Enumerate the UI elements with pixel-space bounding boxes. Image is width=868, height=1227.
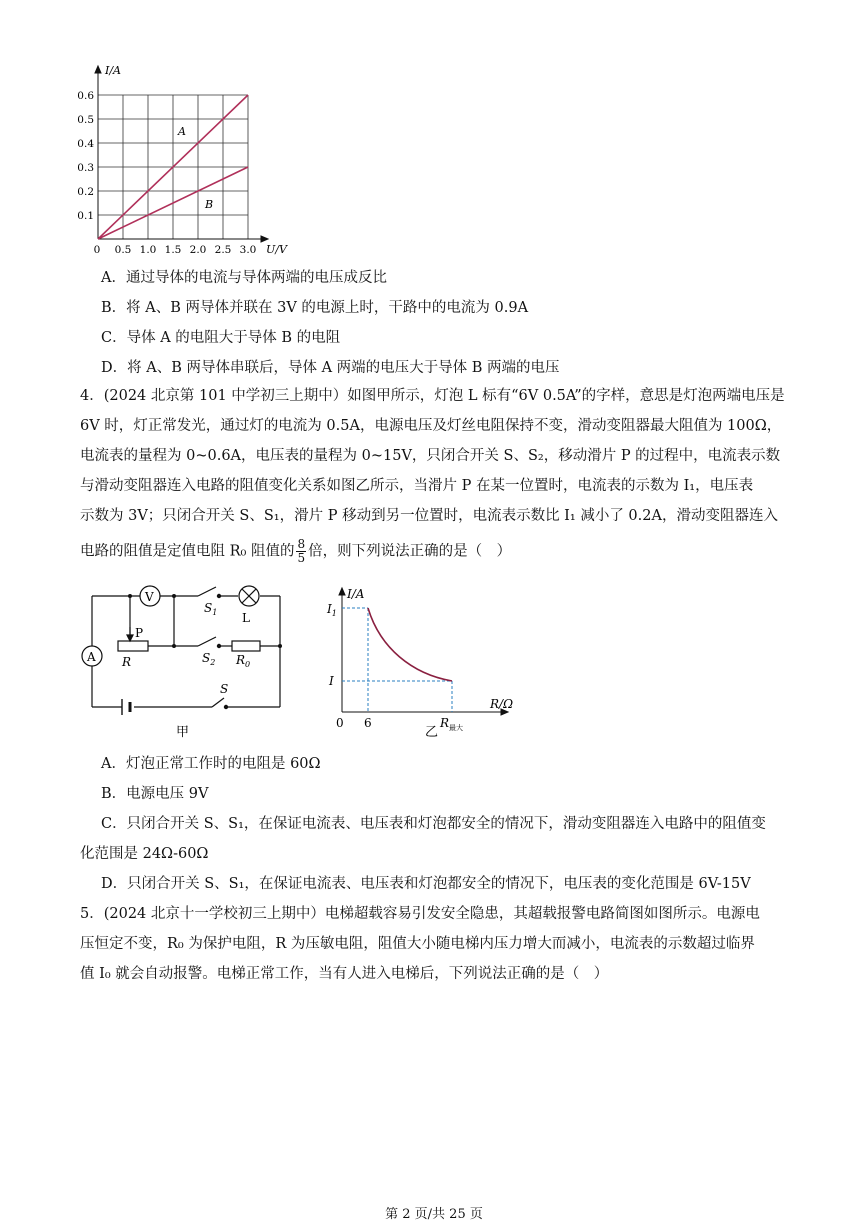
x-tick: 1.0	[139, 244, 157, 256]
y-tick: 0.5	[77, 114, 94, 126]
page-footer: 第 2 页/共 25 页	[385, 1207, 483, 1222]
x-axis-label: U/V	[266, 243, 287, 256]
graph-caption: 乙	[425, 725, 439, 740]
x-tick: 6	[364, 716, 372, 730]
q4-option-d: D．只闭合开关 S、S₁，在保证电流表、电压表和灯泡都安全的情况下，电压表的变化范围是 6V-15V	[101, 876, 751, 892]
y-tick: 0.1	[77, 210, 94, 222]
lamp-label: L	[242, 611, 250, 625]
y-tick: 0.3	[77, 162, 94, 174]
x-tick: 3.0	[239, 244, 257, 256]
ir-graph	[322, 582, 522, 742]
q4-line: 与滑动变阻器连入电路的阻值变化关系如图乙所示，当滑片 P 在某一位置时，电流表的示数为 I₁，电压表	[80, 478, 754, 494]
i1-label: $I_1$	[327, 602, 337, 618]
x-tick: 0.5	[114, 244, 132, 256]
y-tick: 0.6	[77, 90, 94, 102]
switch1-label: $S_1$	[204, 601, 218, 617]
y-tick: 0.4	[77, 138, 94, 150]
i-label: I	[329, 674, 334, 688]
switch2-label: $S_2$	[202, 651, 216, 667]
x-tick: 2.0	[189, 244, 207, 256]
q4-option-c: C．只闭合开关 S、S₁，在保证电流表、电压表和灯泡都安全的情况下，滑动变阻器连入电路中的阻值变	[101, 816, 766, 832]
q4-text-before: 电路的阻值是定值电阻 R₀ 阻值的	[80, 543, 295, 560]
y-tick: 0.2	[77, 186, 94, 198]
x-tick: 1.5	[164, 244, 182, 256]
fraction	[296, 538, 306, 565]
fraction-denominator: 5	[297, 551, 306, 565]
fraction-numerator: 8	[297, 537, 306, 551]
circuit-caption: 甲	[176, 725, 190, 740]
q4-last-line	[80, 538, 511, 565]
main-switch-label: S	[220, 682, 229, 696]
r0-label: $R_0$	[236, 653, 251, 669]
origin-label: 0	[336, 716, 344, 730]
q3-option-c: C．导体 A 的电阻大于导体 B 的电阻	[101, 330, 341, 346]
circuit-diagram	[74, 582, 294, 742]
q4-text-after: 倍，则下列说法正确的是（ ）	[308, 543, 512, 560]
line-b-label: B	[205, 198, 214, 211]
q3-option-d: D．将 A、B 两导体串联后，导体 A 两端的电压大于导体 B 两端的电压	[101, 360, 560, 376]
x-tick: 2.5	[214, 244, 232, 256]
q4-line: 4．(2024 北京第 101 中学初三上期中）如图甲所示，灯泡 L 标有“6V 0.5A”的字样，意思是灯泡两端电压是	[80, 388, 785, 404]
q4-line: 6V 时，灯正常发光，通过灯的电流为 0.5A，电源电压及灯丝电阻保持不变，滑动变阻器最大阻值为 100Ω，	[80, 418, 782, 434]
q4-option-b: B．电源电压 9V	[101, 786, 209, 802]
voltmeter-label: V	[145, 590, 154, 604]
y-axis-label: I/A	[347, 587, 365, 601]
line-a-label: A	[178, 125, 186, 138]
q5-line: 值 I₀ 就会自动报警。电梯正常工作，当有人进入电梯后，下列说法正确的是（ ）	[80, 966, 609, 982]
rheostat-label: R	[122, 655, 132, 669]
q3-option-b: B．将 A、B 两导体并联在 3V 的电源上时，干路中的电流为 0.9A	[101, 300, 529, 316]
q3-option-a: A．通过导体的电流与导体两端的电压成反比	[101, 270, 387, 286]
q5-line: 压恒定不变，R₀ 为保护电阻，R 为压敏电阻，阻值大小随电梯内压力增大而减小，电流表的示数超过临界	[80, 936, 755, 952]
slider-label: P	[135, 626, 144, 640]
x-axis-label: R/Ω	[490, 697, 514, 711]
q4-option-c-cont: 化范围是 24Ω-60Ω	[80, 846, 209, 862]
ammeter-label: A	[87, 650, 96, 664]
q4-option-a: A．灯泡正常工作时的电阻是 60Ω	[101, 756, 321, 772]
iu-graph	[72, 60, 302, 260]
q5-line: 5．(2024 北京十一学校初三上期中）电梯超载容易引发安全隐患，其超载报警电路简图如图所示。电源电	[80, 906, 760, 922]
rmax-label: $R_{最大}$	[440, 716, 464, 732]
q4-line: 电流表的量程为 0~0.6A，电压表的量程为 0~15V，只闭合开关 S、S₂，移动滑片 P 的过程中，电流表示数	[80, 448, 781, 464]
q4-line: 示数为 3V；只闭合开关 S、S₁，滑片 P 移动到另一位置时，电流表示数比 I₁ 减小了 0.2A，滑动变阻器连入	[80, 508, 778, 524]
origin-label: 0	[93, 244, 101, 256]
ir-curve	[368, 608, 452, 681]
y-axis-label: I/A	[105, 64, 121, 77]
